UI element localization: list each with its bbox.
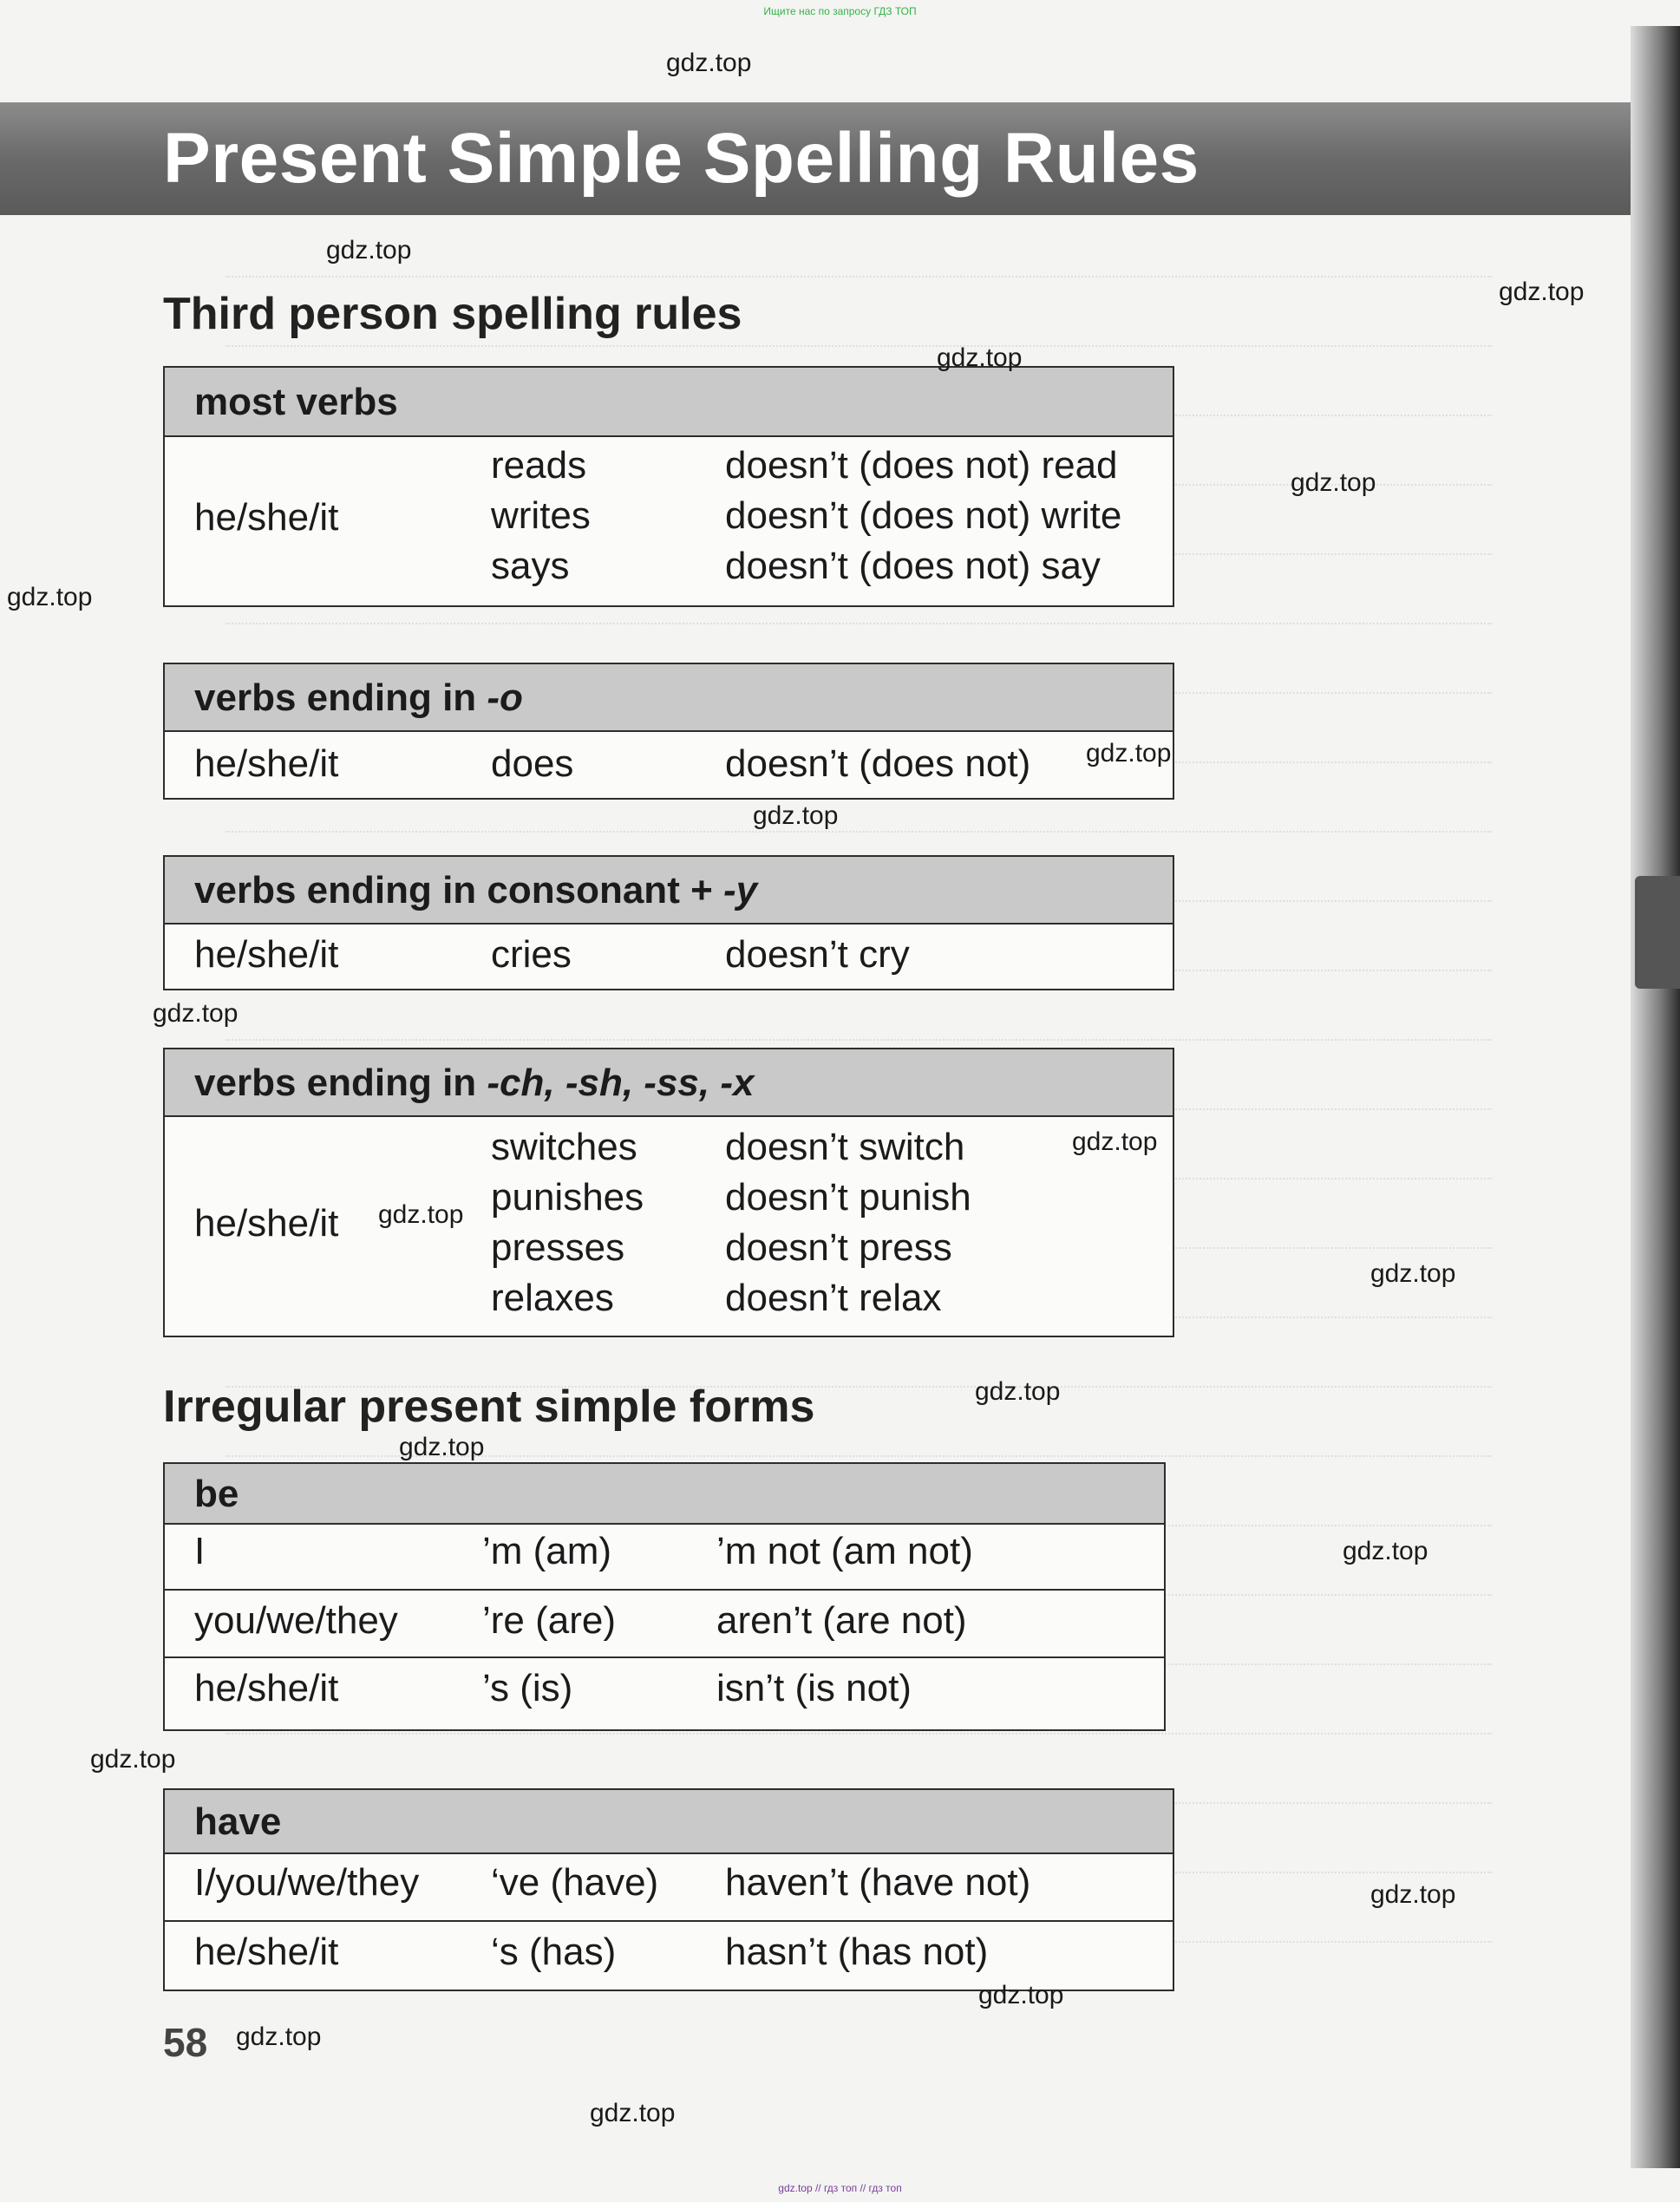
be-table (163, 1462, 1166, 1731)
watermark: gdz.top (153, 999, 239, 1028)
irregular-heading: Irregular present simple forms (163, 1382, 815, 1432)
negative-form: ’m not (am not) (716, 1530, 973, 1572)
subject: he/she/it (194, 1931, 339, 1973)
verb-form: says (491, 545, 570, 587)
be-row (165, 1589, 1164, 1656)
verb-form: ’m (am) (482, 1530, 612, 1572)
watermark: gdz.top (937, 343, 1023, 372)
verb-form: ’re (are) (482, 1599, 617, 1642)
subject: you/we/they (194, 1599, 398, 1642)
subject: I (194, 1530, 206, 1572)
verb-form: ‘ve (have) (491, 1861, 659, 1904)
verb-form: ’s (is) (482, 1667, 573, 1709)
subject: he/she/it (194, 933, 339, 976)
most-verbs-table (163, 366, 1174, 607)
ending-y-table (163, 855, 1174, 990)
subject: he/she/it (194, 742, 339, 785)
watermark: gdz.top (1370, 1880, 1456, 1909)
bottom-note: gdz.top // гдз топ // гдз топ (778, 2182, 902, 2194)
negative-form: isn’t (is not) (716, 1667, 912, 1709)
header-ending: -ch, -sh, -ss, -x (487, 1062, 755, 1104)
watermark: gdz.top (1343, 1537, 1428, 1565)
watermark: gdz.top (590, 2099, 676, 2127)
verb-form: writes (491, 494, 591, 537)
subject: I/you/we/they (194, 1861, 420, 1904)
have-row (165, 1854, 1173, 1920)
watermark: gdz.top (399, 1433, 485, 1461)
top-note: Ищите нас по запросу ГДЗ ТОП (763, 5, 917, 17)
negative-form: hasn’t (has not) (725, 1931, 989, 1973)
negative-form: doesn’t (does not) read (725, 444, 1118, 487)
watermark: gdz.top (90, 1745, 176, 1774)
watermark: gdz.top (1072, 1127, 1158, 1156)
title-bar (0, 102, 1631, 215)
verb-form: reads (491, 444, 587, 487)
be-row (165, 1525, 1164, 1589)
watermark: gdz.top (326, 236, 412, 265)
verb-form: punishes (491, 1176, 644, 1219)
negative-form: haven’t (have not) (725, 1861, 1031, 1904)
page-title: Present Simple Spelling Rules (163, 119, 1200, 198)
watermark: gdz.top (236, 2022, 322, 2051)
header-ending: -y (722, 869, 758, 912)
verb-form: relaxes (491, 1277, 614, 1319)
watermark: gdz.top (7, 583, 93, 611)
have-table (163, 1788, 1174, 1991)
watermark: gdz.top (666, 49, 752, 77)
have-header: have (165, 1790, 1173, 1854)
most-verbs-header: most verbs (165, 368, 1173, 437)
negative-form: doesn’t (does not) say (725, 545, 1101, 587)
have-row (165, 1920, 1173, 1986)
watermark: gdz.top (975, 1377, 1061, 1406)
negative-form: doesn’t press (725, 1226, 952, 1269)
watermark: gdz.top (753, 801, 839, 830)
header-text: verbs ending in (194, 676, 487, 719)
be-header: be (165, 1464, 1164, 1525)
subject: he/she/it (194, 1202, 339, 1245)
third-person-heading: Third person spelling rules (163, 289, 742, 339)
header-ending: -o (487, 676, 523, 719)
ending-o-table (163, 663, 1174, 800)
header-text: verbs ending in (194, 1062, 487, 1104)
binding-shadow (1631, 26, 1680, 2168)
ending-ch-table (163, 1048, 1174, 1337)
negative-form: aren’t (are not) (716, 1599, 967, 1642)
header-text: verbs ending in consonant + (194, 869, 723, 912)
watermark: gdz.top (1291, 468, 1376, 497)
subject: he/she/it (194, 496, 339, 539)
ending-y-header (165, 857, 1173, 925)
ending-ch-header (165, 1049, 1173, 1117)
negative-form: doesn’t (does not) write (725, 494, 1122, 537)
verb-form: ‘s (has) (491, 1931, 617, 1973)
watermark: gdz.top (1370, 1259, 1456, 1288)
verb-form: presses (491, 1226, 625, 1269)
subject: he/she/it (194, 1667, 339, 1709)
page-number: 58 (163, 2020, 208, 2065)
negative-form: doesn’t punish (725, 1176, 971, 1219)
negative-form: doesn’t relax (725, 1277, 942, 1319)
verb-form: does (491, 742, 574, 785)
watermark: gdz.top (1499, 278, 1585, 306)
watermark: gdz.top (1086, 739, 1172, 768)
verb-form: switches (491, 1126, 637, 1168)
watermark: gdz.top (378, 1200, 464, 1229)
page-tab (1635, 876, 1680, 989)
ending-o-header (165, 664, 1173, 732)
verb-form: cries (491, 933, 572, 976)
negative-form: doesn’t (does not) (725, 742, 1031, 785)
watermark: gdz.top (978, 1981, 1064, 2009)
negative-form: doesn’t switch (725, 1126, 965, 1168)
be-row (165, 1656, 1164, 1724)
negative-form: doesn’t cry (725, 933, 910, 976)
